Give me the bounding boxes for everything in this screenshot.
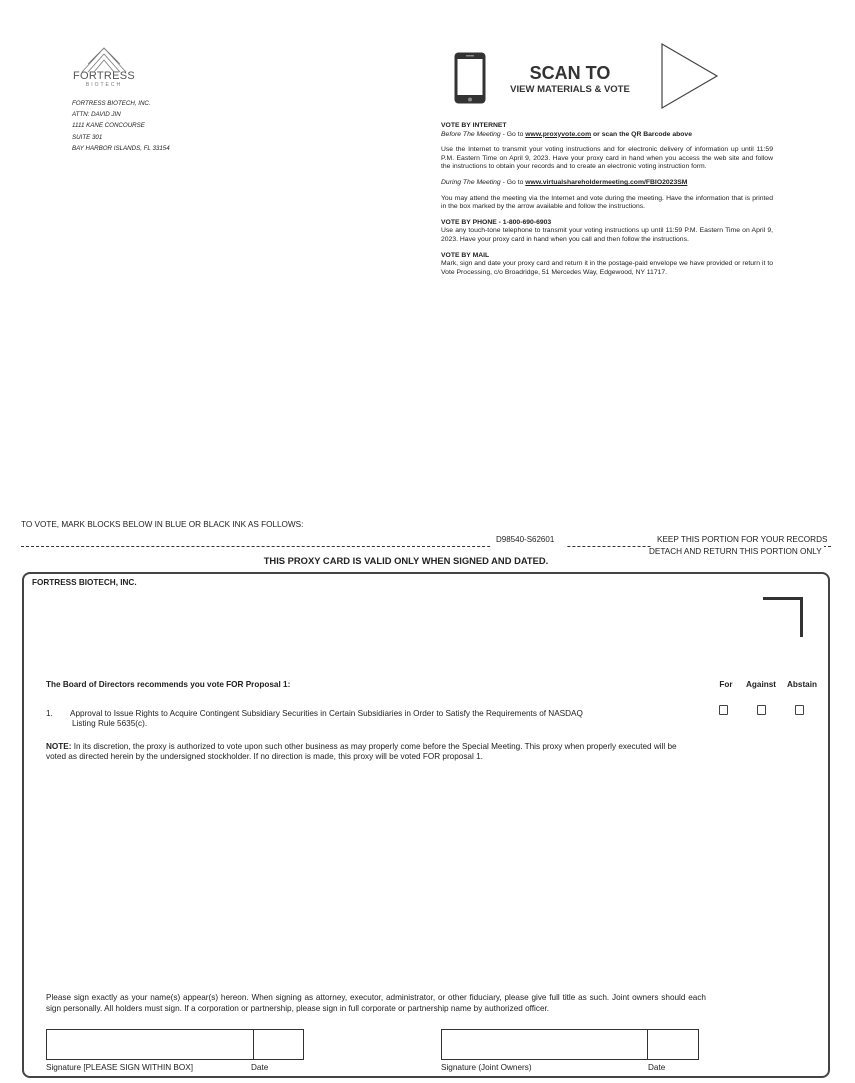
arrow-icon <box>660 42 720 110</box>
card-company-name: FORTRESS BIOTECH, INC. <box>32 578 137 587</box>
proxyvote-link[interactable]: www.proxyvote.com <box>525 130 592 138</box>
signature-date-label: Date <box>251 1063 269 1072</box>
ink-instruction: TO VOTE, MARK BLOCKS BELOW IN BLUE OR BLACK INK AS FOLLOWS: <box>21 520 304 529</box>
detach-portion-label: DETACH AND RETURN THIS PORTION ONLY <box>649 547 822 556</box>
joint-signature-label: Signature (Joint Owners) <box>441 1063 532 1072</box>
phone-body: Use any touch-tone telephone to transmit your voting instructions up until 11:59 P.M. Eastern Time on April 9, 2023. Have your proxy card in hand when you call and then follow the instructions. <box>441 227 773 243</box>
note-label: NOTE: <box>46 742 72 751</box>
before-meeting-line <box>441 131 773 140</box>
joint-date-box[interactable] <box>647 1029 699 1060</box>
vote-for-checkbox[interactable] <box>719 705 728 715</box>
logo-name: FORTRESS <box>72 70 136 82</box>
vote-against-checkbox[interactable] <box>757 705 766 715</box>
before-label: Before The Meeting <box>441 130 501 138</box>
before-tail: or scan the QR Barcode above <box>591 130 692 138</box>
address-line: 1111 KANE CONCOURSE <box>72 122 145 130</box>
joint-signature-box[interactable] <box>441 1029 648 1060</box>
during-goto: - Go to <box>500 178 526 186</box>
proxy-note <box>46 742 686 762</box>
note-text: In its discretion, the proxy is authorized to vote upon such other business as may properly come before the Special Meeting. This proxy when properly executed will be voted as directed herein by the undersigned stockholder. If no direction is made, this proxy will be voted FOR proposal 1. <box>46 742 677 761</box>
internet-body: Use the Internet to transmit your voting instructions and for electronic delivery of information up until 11:59 P.M. Eastern Time on April 9, 2023. Have your proxy card in hand when you access the web site and follow the instructions to obtain your records and to create an electronic voting instruction form. <box>441 146 773 171</box>
control-number: D98540-S62601 <box>496 535 555 544</box>
proposal-text <box>70 709 640 729</box>
column-against: Against <box>745 680 777 689</box>
address-line: SUITE 301 <box>72 133 103 141</box>
phone-icon <box>453 51 487 105</box>
signature-label: Signature [PLEASE SIGN WITHIN BOX] <box>46 1063 193 1072</box>
proposal-number: 1. <box>46 709 53 718</box>
voting-instructions <box>441 122 773 277</box>
logo-subtitle: BIOTECH <box>85 82 123 88</box>
corner-marker <box>763 597 803 637</box>
during-label: During The Meeting <box>441 178 501 186</box>
scan-title: SCAN TO <box>529 63 611 83</box>
joint-date-label: Date <box>648 1063 666 1072</box>
signing-instructions: Please sign exactly as your name(s) appear(s) hereon. When signing as attorney, executor, administrator, or other fiduciary, please give full title as such. Joint owners should each sign personally. All holders must sign. If a corporation or partnership, please sign in full corporate or partnership name by authorized officer. <box>46 993 706 1013</box>
during-body: You may attend the meeting via the Internet and vote during the meeting. Have the information that is printed in the box marked by the arrow available and follow the instructions. <box>441 194 773 211</box>
validity-notice: THIS PROXY CARD IS VALID ONLY WHEN SIGNED AND DATED. <box>263 555 549 566</box>
scan-subtitle: VIEW MATERIALS & VOTE <box>510 84 630 95</box>
signature-box[interactable] <box>46 1029 254 1060</box>
vote-abstain-checkbox[interactable] <box>795 705 804 715</box>
address-line: BAY HARBOR ISLANDS, FL 33154 <box>72 144 170 152</box>
address-line: ATTN: DAVID JIN <box>72 111 121 119</box>
mail-heading: VOTE BY MAIL <box>441 251 490 259</box>
mailing-address <box>72 98 170 154</box>
during-meeting-line <box>441 179 773 188</box>
internet-heading: VOTE BY INTERNET <box>441 122 507 129</box>
proposal-line-1: Approval to Issue Rights to Acquire Contingent Subsidiary Securities in Certain Subsidiaries in Order to Satisfy the Requirements of NASDAQ <box>70 709 583 718</box>
phone-heading: VOTE BY PHONE - 1-800-690-6903 <box>441 218 552 226</box>
keep-portion-label: KEEP THIS PORTION FOR YOUR RECORDS <box>657 535 828 544</box>
column-abstain: Abstain <box>786 680 818 689</box>
board-recommendation: The Board of Directors recommends you vote FOR Proposal 1: <box>46 680 291 689</box>
column-for: For <box>719 680 733 689</box>
mail-body: Mark, sign and date your proxy card and return it in the postage-paid envelope we have provided or return it to Vote Processing, c/o Broadridge, 51 Mercedes Way, Edgewood, NY 11717. <box>441 260 773 276</box>
signature-date-box[interactable] <box>253 1029 304 1060</box>
virtual-meeting-link[interactable]: www.virtualshareholdermeeting.com/FBIO2023SM <box>525 178 688 186</box>
proposal-line-2: Listing Rule 5635(c). <box>72 719 148 728</box>
address-line: FORTRESS BIOTECH, INC. <box>72 100 151 107</box>
before-goto: - Go to <box>500 130 526 138</box>
